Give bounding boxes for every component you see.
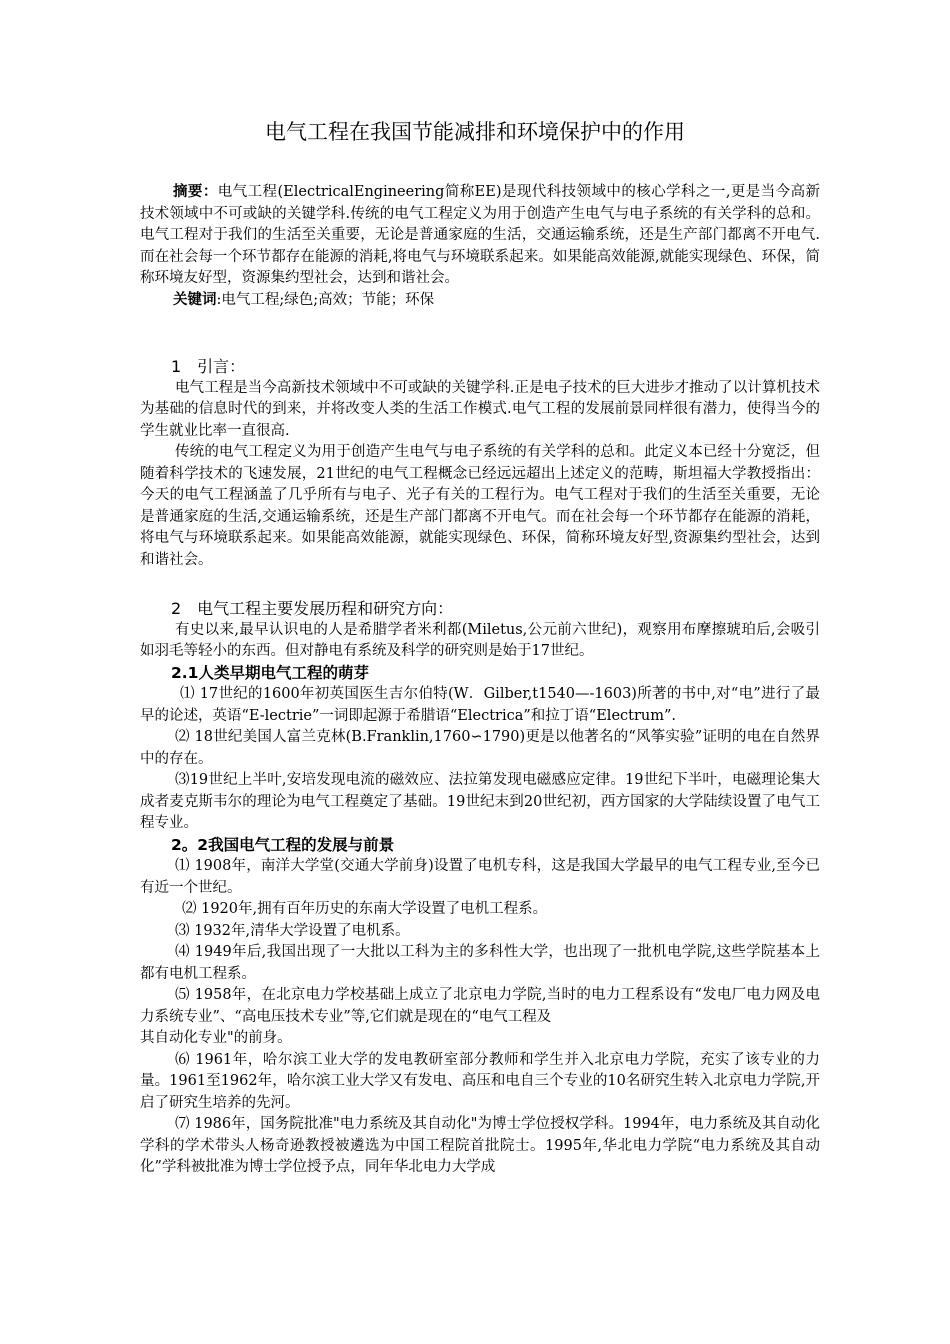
section-2 — [140, 598, 820, 1179]
subsection-2-1-heading: 2.1人类早期电气工程的萌芽 — [171, 663, 369, 682]
list-item: ⑵ 1920年,拥有百年历史的东南大学设置了电机工程系。 — [182, 901, 548, 917]
abstract-text: 电气工程(ElectricalEngineering简称EE)是现代科技领域中的核心学科之一,更是当今高新技术领域中不可或缺的关键学科.传统的电气工程定义为用于创造产生电气与电子系统的有关学科的总和。电气工程对于我们的生活至关重要，无论是普通家庭的生活，交通运输系统，还是生产部门都离不开电气.而在社会每一个环节都存在能源的消耗,将电气与环境联系起来。如果能高效能源,就能实现绿色、环保，简称环境友好型，资源集约型社会，达到和谐社会。 — [140, 184, 820, 286]
section-1-heading: 1 引言： — [171, 357, 246, 376]
list-item: ⑹ 1961年，哈尔滨工业大学的发电教研室部分教师和学生并入北京电力学院，充实了该专业的力量。1961至1962年，哈尔滨工业大学又有发电、高压和电自三个专业的10名研究生转入北京电力学院,开启了研究生培养的先河。 — [140, 1051, 820, 1111]
section-2-intro: 有史以来,最早认识电的人是希腊学者米利都(Miletus,公元前六世纪)，观察用布摩擦琥珀后,会吸引如羽毛等轻小的东西。但对静电有系统及科学的研究则是始于17世纪。 — [140, 621, 820, 659]
list-item: ⑴ 17世纪的1600年初英国医生吉尔伯特(W．Gilber,t1540—-1603)所著的书中,对“电”进行了最早的论述，英语“E-lectrie”一词即起源于希腊语“Electrica”和拉丁语“Electrum”. — [140, 686, 820, 724]
section-1-paragraph-2: 传统的电气工程定义为用于创造产生电气与电子系统的有关学科的总和。此定义本已经十分宽泛，但随着科学技术的飞速发展，21世纪的电气工程概念已经远远超出上述定义的范畴，斯坦福大学教授指出：今天的电气工程涵盖了几乎所有与电子、光子有关的工程行为。电气工程对于我们的生活至关重要，无论是普通家庭的生活,交通运输系统，还是生产部门都离不开电气。而在社会每一个环节都存在能源的消耗，将电气与环境联系起来。如果能高效能源，就能实现绿色、环保，简称环境友好型,资源集约型社会，达到和谐社会。 — [140, 444, 820, 568]
list-item: ⑺ 1986年，国务院批准"电力系统及其自动化"为博士学位授权学科。1994年，电力系统及其自动化学科的学术带头人杨奇逊教授被遴选为中国工程院首批院士。1995年,华北电力学院“电力系统及其自动化”学科被批准为博士学位授予点，同年华北电力大学成 — [140, 1116, 820, 1175]
list-item: ⑶19世纪上半叶,安培发现电流的磁效应、法拉第发现电磁感应定律。19世纪下半叶，电磁理论集大成者麦克斯韦尔的理论为电气工程奠定了基础。19世纪末到20世纪初，西方国家的大学陆续设置了电气工程专业。 — [140, 772, 820, 831]
document-title: 电气工程在我国节能减排和环境保护中的作用 — [265, 120, 685, 144]
subsection-2-2-heading: 2。2我国电气工程的发展与前景 — [171, 835, 395, 854]
keywords-label: 关键词 — [173, 291, 217, 308]
list-item: ⑷ 1949年后,我国出现了一大批以工科为主的多科性大学，也出现了一批机电学院,这些学院基本上都有电机工程系。 — [140, 944, 820, 982]
abstract-block — [140, 182, 820, 311]
list-item: ⑴ 1908年，南洋大学堂(交通大学前身)设置了电机专科，这是我国大学最早的电气工程专业,至今已有近一个世纪。 — [140, 858, 820, 896]
list-item: 其自动化专业"的前身。 — [140, 1030, 292, 1046]
list-item: ⑸ 1958年，在北京电力学校基础上成立了北京电力学院,当时的电力工程系设有“发电厂电力网及电力系统专业”、“高电压技术专业”等,它们就是现在的“电气工程及 — [140, 987, 820, 1025]
section-1-paragraph-1: 电气工程是当今高新技术领域中不可或缺的关键学科.正是电子技术的巨大进步才推动了以计算机技术为基础的信息时代的到来，并将改变人类的生活工作模式.电气工程的发展前景同样很有潜力，使得当今的学生就业比率一直很高. — [140, 379, 820, 439]
keywords-text: :电气工程;绿色;高效；节能；环保 — [216, 291, 435, 308]
abstract-paragraph — [140, 182, 820, 290]
abstract-label: 摘要： — [173, 184, 218, 200]
keywords-paragraph — [140, 290, 820, 312]
list-item: ⑶ 1932年,清华大学设置了电机系。 — [175, 922, 410, 939]
section-2-heading: 2 电气工程主要发展历程和研究方向： — [171, 599, 454, 618]
list-item: ⑵ 18世纪美国人富兰克林(B.Franklin,1760∽1790)更是以他著名的“风筝实验”证明的电在自然界中的存在。 — [140, 729, 820, 767]
section-1 — [140, 356, 820, 571]
